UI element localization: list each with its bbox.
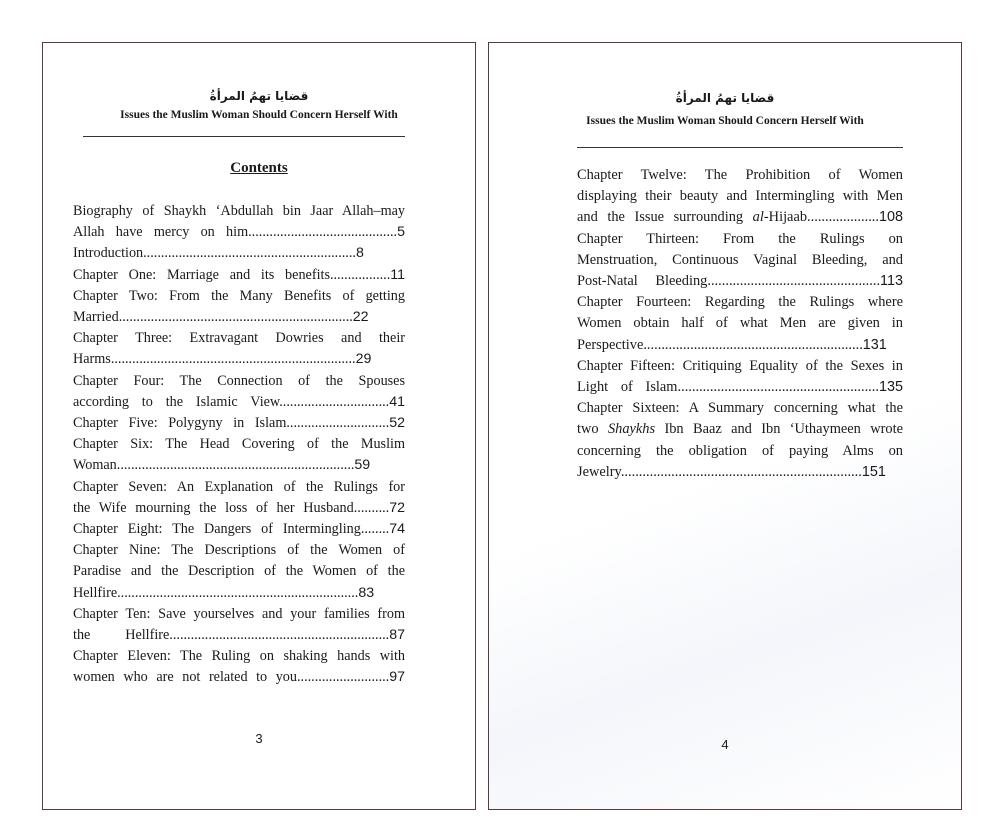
- book-subtitle: Issues the Muslim Woman Should Concern Herself With: [586, 115, 864, 127]
- toc-entry: the Hellfire..............................................................87: [73, 627, 405, 644]
- toc-entry: Chapter Four: The Connection of the Spouses: [73, 372, 405, 389]
- right-page: [488, 42, 962, 810]
- toc-entry: Light of Islam........................................................135: [577, 379, 903, 396]
- toc-entry: the Wife mourning the loss of her Husband..........72: [73, 499, 405, 516]
- toc-entry: Menstruation, Continuous Vaginal Bleeding, and: [577, 251, 903, 268]
- toc-entry: Chapter Eleven: The Ruling on shaking hands with: [73, 648, 405, 665]
- table-of-contents: [577, 165, 903, 483]
- arabic-title: قضايا تهمُ المرأةُ: [209, 89, 309, 103]
- toc-entry: Chapter Three: Extravagant Dowries and their: [73, 330, 405, 347]
- toc-entry: Chapter Two: From the Many Benefits of getting: [73, 287, 405, 304]
- toc-entry: Chapter Ten: Save yourselves and your families from: [73, 605, 405, 622]
- toc-entry: Post-Natal Bleeding................................................113: [577, 273, 903, 290]
- toc-entry: Introduction............................................................8: [73, 245, 364, 262]
- toc-entry: Chapter Five: Polygyny in Islam.............................52: [73, 415, 405, 432]
- toc-entry: Chapter Thirteen: From the Rulings on: [577, 230, 903, 247]
- toc-entry: Woman...................................................................59: [73, 457, 371, 474]
- toc-entry: and the Issue surrounding al-Hijaab....................108: [577, 209, 903, 226]
- toc-entry: Chapter Six: The Head Covering of the Muslim: [73, 436, 405, 453]
- toc-entry: Chapter Fifteen: Critiquing Equality of the Sexes in: [577, 357, 903, 374]
- header-rule: [577, 147, 903, 148]
- toc-entry: Perspective.............................................................131: [577, 336, 887, 353]
- page-number: 3: [255, 731, 263, 746]
- toc-entry: women who are not related to you..........................97: [73, 669, 405, 686]
- toc-entry: Chapter Eight: The Dangers of Intermingling........74: [73, 521, 405, 538]
- header-rule: [83, 136, 405, 137]
- toc-entry: Women obtain half of what Men are given in: [577, 315, 903, 332]
- book-subtitle: Issues the Muslim Woman Should Concern Herself With: [120, 109, 398, 121]
- page-number: 4: [721, 737, 729, 752]
- toc-entry: two Shaykhs Ibn Baaz and Ibn ‘Uthaymeen wrote: [577, 421, 903, 438]
- toc-entry: displaying their beauty and Intermingling with Men: [577, 188, 903, 205]
- contents-heading: Contents: [230, 160, 288, 176]
- arabic-title: قضايا تهمُ المرأةُ: [675, 91, 775, 105]
- toc-entry: Biography of Shaykh ‘Abdullah bin Jaar Allah–may: [73, 203, 405, 219]
- toc-entry: Chapter Twelve: The Prohibition of Women: [577, 167, 903, 183]
- toc-entry: Jewelry...................................................................151: [577, 463, 886, 480]
- left-page: [42, 42, 476, 810]
- toc-entry: Harms.....................................................................29: [73, 351, 372, 368]
- table-of-contents: [73, 201, 405, 689]
- toc-entry: according to the Islamic View...............................41: [73, 393, 405, 410]
- toc-entry: Chapter Sixteen: A Summary concerning what the: [577, 400, 903, 417]
- toc-entry: concerning the obligation of paying Alms on: [577, 442, 903, 459]
- toc-entry: Married..................................................................22: [73, 309, 369, 326]
- toc-entry: Allah have mercy on him..........................................5: [73, 224, 405, 241]
- toc-entry: Chapter Fourteen: Regarding the Rulings where: [577, 294, 903, 311]
- toc-entry: Chapter One: Marriage and its benefits.................11: [73, 266, 405, 283]
- toc-entry: Paradise and the Description of the Women of the: [73, 563, 405, 580]
- toc-entry: Hellfire....................................................................83: [73, 584, 375, 601]
- toc-entry: Chapter Seven: An Explanation of the Rulings for: [73, 478, 405, 495]
- toc-entry: Chapter Nine: The Descriptions of the Women of: [73, 542, 405, 559]
